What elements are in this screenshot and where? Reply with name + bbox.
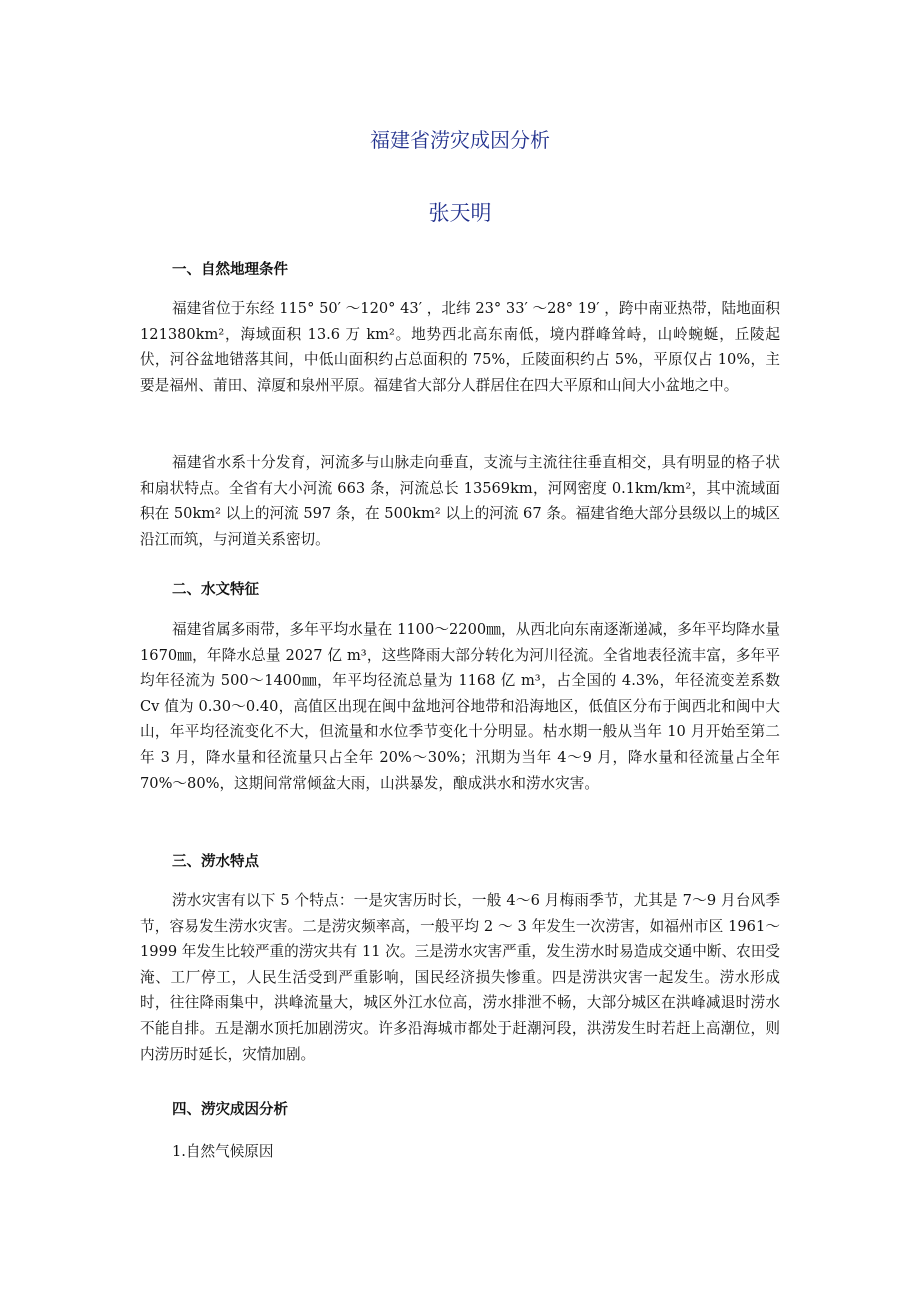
section-heading-geography: 一、自然地理条件 [172, 262, 288, 278]
section-heading-hydrology: 二、水文特征 [172, 582, 259, 598]
paragraph-hydrology: 福建省属多雨带，多年平均水量在 1100～2200㎜，从西北向东南逐渐递减，多年平均降水量 1670㎜，年降水总量 2027 亿 m³，这些降雨大部分转化为河川径流。全省地表径流丰富，多年平均年径流为 500～1400㎜，年平均径流总量为 1168 亿 m³，占全国的 4.3%，年径流变差系数 Cv 值为 0.30～0.40，高值区出现在闽中盆地河谷地带和沿海地区，低值区分布于闽西北和闽中大山，年平均径流变化不大，但流量和水位季节变化十分明显。枯水期一般从当年 10 月开始至第二年 3 月，降水量和径流量只占全年 20%～30%；汛期为当年 4～9 月，降水量和径流量占全年 70%～80%，这期间常常倾盆大雨，山洪暴发，酿成洪水和涝水灾害。 [140, 621, 780, 792]
paragraph-geography-location: 福建省位于东经 115° 50′ ～120° 43′ ，北纬 23° 33′ ～28° 19′ ，跨中南亚热带，陆地面积 121380km²，海域面积 13.6 万 km²。地势西北高东南低，境内群峰耸峙，山岭蜿蜒，丘陵起伏，河谷盆地错落其间，中低山面积约占总面积的 75%，丘陵面积约占 5%，平原仅占 10%，主要是福州、莆田、漳厦和泉州平原。福建省大部分人群居住在四大平原和山间大小盆地之中。 [140, 300, 780, 394]
paragraph-waterlogging-features: 涝水灾害有以下 5 个特点：一是灾害历时长，一般 4～6 月梅雨季节，尤其是 7～9 月台风季节，容易发生涝水灾害。二是涝灾频率高，一般平均 2 ～ 3 年发生一次涝害，如福州市区 1961～1999 年发生比较严重的涝灾共有 11 次。三是涝水灾害严重，发生涝水时易造成交通中断、农田受淹、工厂停工，人民生活受到严重影响，国民经济损失惨重。四是涝洪灾害一起发生。涝水形成时，往往降雨集中，洪峰流量大，城区外江水位高，涝水排泄不畅，大部分城区在洪峰减退时涝水不能自排。五是潮水顶托加剧涝灾。许多沿海城市都处于赶潮河段，洪涝发生时若赶上高潮位，则内涝历时延长，灾情加剧。 [140, 892, 780, 1063]
document-title: 福建省涝灾成因分析 [370, 128, 550, 152]
paragraph-geography-rivers: 福建省水系十分发育，河流多与山脉走向垂直，支流与主流往往垂直相交，具有明显的格子状和扇状特点。全省有大小河流 663 条，河流总长 13569km，河网密度 0.1km/km²，其中流域面积在 50km² 以上的河流 597 条，在 500km² 以上的河流 67 条。福建省绝大部分县级以上的城区沿江而筑，与河道关系密切。 [140, 454, 780, 548]
subheading-natural-climate: 1.自然气候原因 [172, 1143, 274, 1160]
section-heading-cause-analysis: 四、涝灾成因分析 [172, 1102, 288, 1118]
document-author: 张天明 [428, 201, 492, 225]
section-heading-waterlogging-features: 三、涝水特点 [172, 854, 259, 870]
